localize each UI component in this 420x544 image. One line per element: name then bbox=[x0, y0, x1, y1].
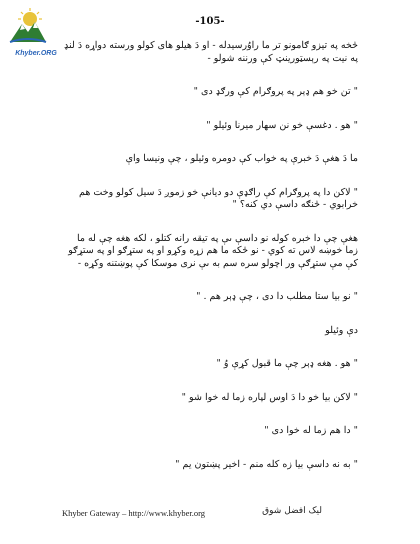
footer-author: ليک افضل شوق bbox=[262, 506, 322, 516]
paragraph: ما دَ هغې دَ خبرې په خواب کې دومره وئيلو ، چې ونيسا واې bbox=[125, 153, 358, 164]
logo-text: Khyber.ORG bbox=[15, 50, 57, 57]
paragraph: " به نه داسې بيا زه کله منم - اخير پښتون يم " bbox=[175, 458, 358, 470]
paragraph: " هو . دغسې خو نن سهار ميرنا وئيلو " bbox=[206, 119, 358, 131]
page-number: -105- bbox=[195, 16, 225, 27]
paragraph: " هو . هغه ډېر چې ما قبول کړې وُ " bbox=[216, 358, 358, 369]
paragraph: دې وئيلو bbox=[325, 324, 358, 336]
khyber-logo bbox=[8, 6, 57, 58]
paragraph: " لاکن بيا خو دا دَ اوس لپاره زما له خوا شو " bbox=[181, 391, 358, 403]
paragraph: هغې چې دا خبره کوله نو داسې ىې په تيقه رانه کتلو ، لکه هغه چې له ما زما خوښه لاس ته کوي - نو څکه ما هم زړه وکړو او په ستړګو او په ستړګو کې مې ستړګې ور اچولو سره سم به ىې نرى موسکا کې پوښتنه وکړه - bbox=[68, 232, 358, 269]
footer-source: Khyber Gateway – http://www.khyber.org bbox=[62, 508, 206, 518]
paragraph: څخه په تيزو ګامونو تر ما راوُرسيدله - او دَ هيلو هاى کولو ورسته دواړه دَ لنډ په نيت په رېسټورينټ کې ورننه شولو - bbox=[64, 40, 358, 64]
paragraph: " تن خو هم ډېر په پروګرام کې ورګډ دى " bbox=[193, 86, 358, 97]
paragraph: " دا هم زما له خوا دى " bbox=[264, 425, 358, 436]
paragraph: " نو بيا ستا مطلب دا دى ، چې ډېر هم . " bbox=[196, 291, 358, 302]
page-body bbox=[64, 40, 358, 486]
paragraph: " لاکن دا په پروګرام کې راګډې دو ديانې خو زموږ دَ سيل کولو وخت هم خرابوي - څنګه داسې دي کنه؟ " bbox=[79, 186, 358, 210]
